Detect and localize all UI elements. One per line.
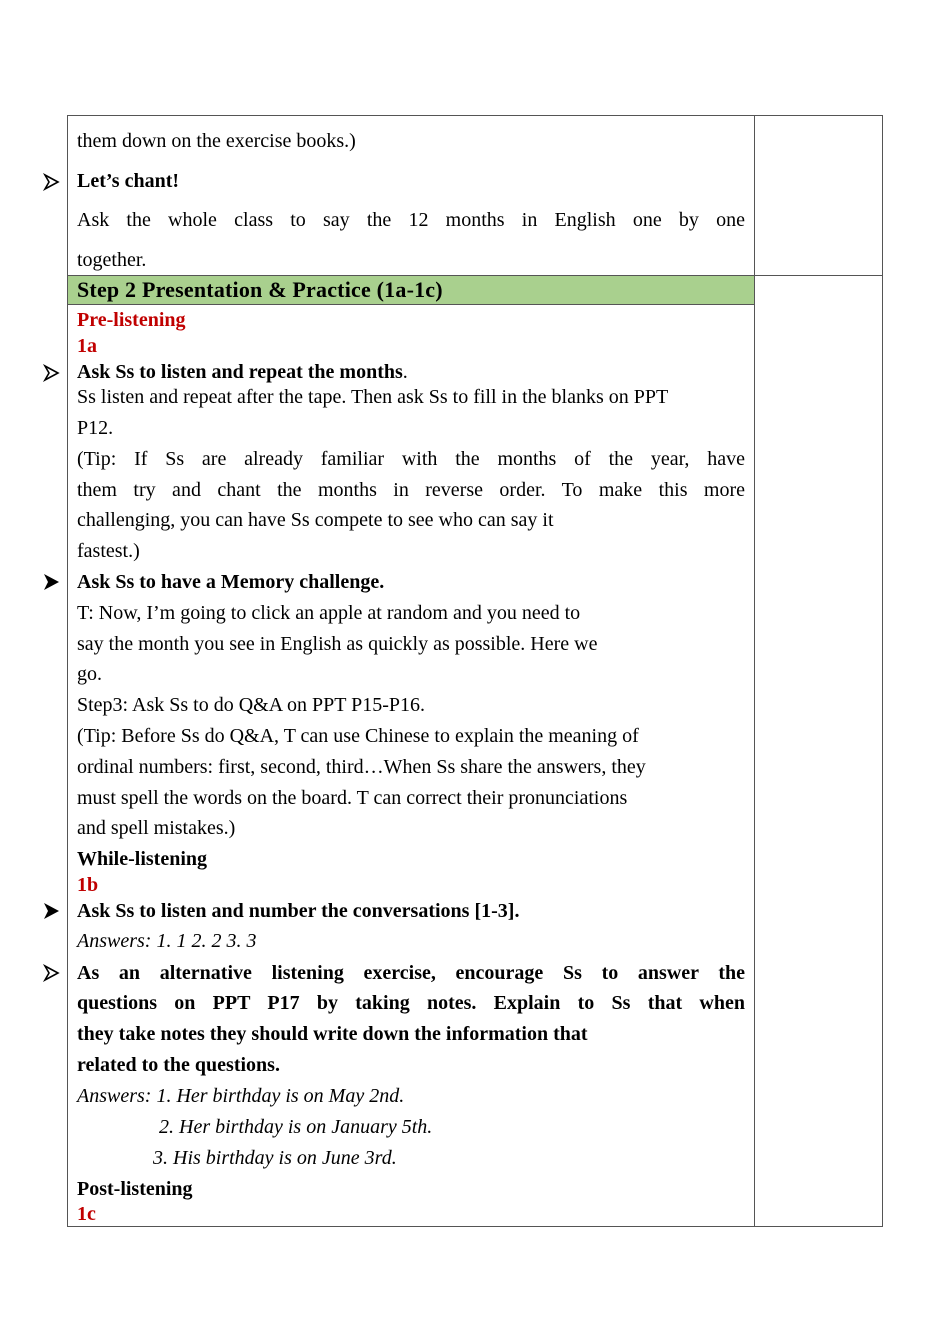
stage-label: While-listening: [77, 848, 208, 870]
tip-line: fastest.): [77, 540, 140, 562]
tip-line: them try and chant the months in reverse order. To make this more: [77, 479, 745, 501]
arrow-bullet-icon: [42, 964, 60, 982]
task-heading-dot: .: [402, 361, 408, 383]
step-heading-bar: [68, 276, 754, 305]
chant-instruction: Ask the whole class to say the 12 months in English one by one: [77, 209, 745, 231]
paragraph-line: T: Now, I’m going to click an apple at random and you need to: [77, 602, 581, 624]
paragraph-line: Step3: Ask Ss to do Q&A on PPT P15-P16.: [77, 694, 426, 716]
tip-line: must spell the words on the board. T can correct their pronunciations: [77, 787, 628, 809]
answers-line: Answers: 1. 1 2. 2 3. 3: [77, 930, 257, 952]
answers-line: 3. His birthday is on June 3rd.: [153, 1147, 397, 1169]
tip-line: (Tip: If Ss are already familiar with the months of the year, have: [77, 448, 745, 470]
section-label: 1c: [77, 1203, 96, 1225]
right-column-row-divider: [755, 275, 882, 276]
task-paragraph-line: they take notes they should write down the information that: [77, 1023, 588, 1045]
task-paragraph-line: related to the questions.: [77, 1054, 280, 1076]
section-label: 1a: [77, 335, 97, 357]
arrow-bullet-icon: [42, 173, 60, 191]
stage-label: Post-listening: [77, 1178, 193, 1200]
paragraph-line: say the month you see in English as quickly as possible. Here we: [77, 633, 598, 655]
task-heading: Ask Ss to have a Memory challenge.: [77, 571, 385, 593]
tip-line: ordinal numbers: first, second, third…When Ss share the answers, they: [77, 756, 646, 778]
tip-line: (Tip: Before Ss do Q&A, T can use Chinese to explain the meaning of: [77, 725, 639, 747]
paragraph-line: go.: [77, 663, 102, 685]
stage-label: Pre-listening: [77, 309, 186, 331]
step-heading: Step 2 Presentation & Practice (1a-1c): [77, 277, 443, 302]
arrow-bullet-icon: [42, 902, 60, 920]
task-heading-text: Ask Ss to listen and repeat the months: [77, 361, 403, 383]
column-divider: [754, 115, 755, 1227]
arrow-bullet-icon: [42, 364, 60, 382]
answers-line: Answers: 1. Her birthday is on May 2nd.: [77, 1085, 405, 1107]
chant-title: Let’s chant!: [77, 170, 180, 192]
arrow-bullet-icon: [42, 573, 60, 591]
tip-line: challenging, you can have Ss compete to see who can say it: [77, 509, 554, 531]
answers-line: 2. Her birthday is on January 5th.: [159, 1116, 433, 1138]
tip-line: and spell mistakes.): [77, 817, 236, 839]
task-paragraph-line: As an alternative listening exercise, encourage Ss to answer the: [77, 962, 745, 984]
paragraph-line: Ss listen and repeat after the tape. Then ask Ss to fill in the blanks on PPT: [77, 386, 669, 408]
intro-line: them down on the exercise books.): [77, 130, 356, 152]
chant-instruction-cont: together.: [77, 249, 147, 271]
task-paragraph-line: questions on PPT P17 by taking notes. Explain to Ss that when: [77, 992, 745, 1014]
task-heading: Ask Ss to listen and number the conversations [1-3].: [77, 900, 520, 922]
section-label: 1b: [77, 874, 99, 896]
task-heading: [77, 360, 408, 384]
paragraph-line: P12.: [77, 417, 114, 439]
